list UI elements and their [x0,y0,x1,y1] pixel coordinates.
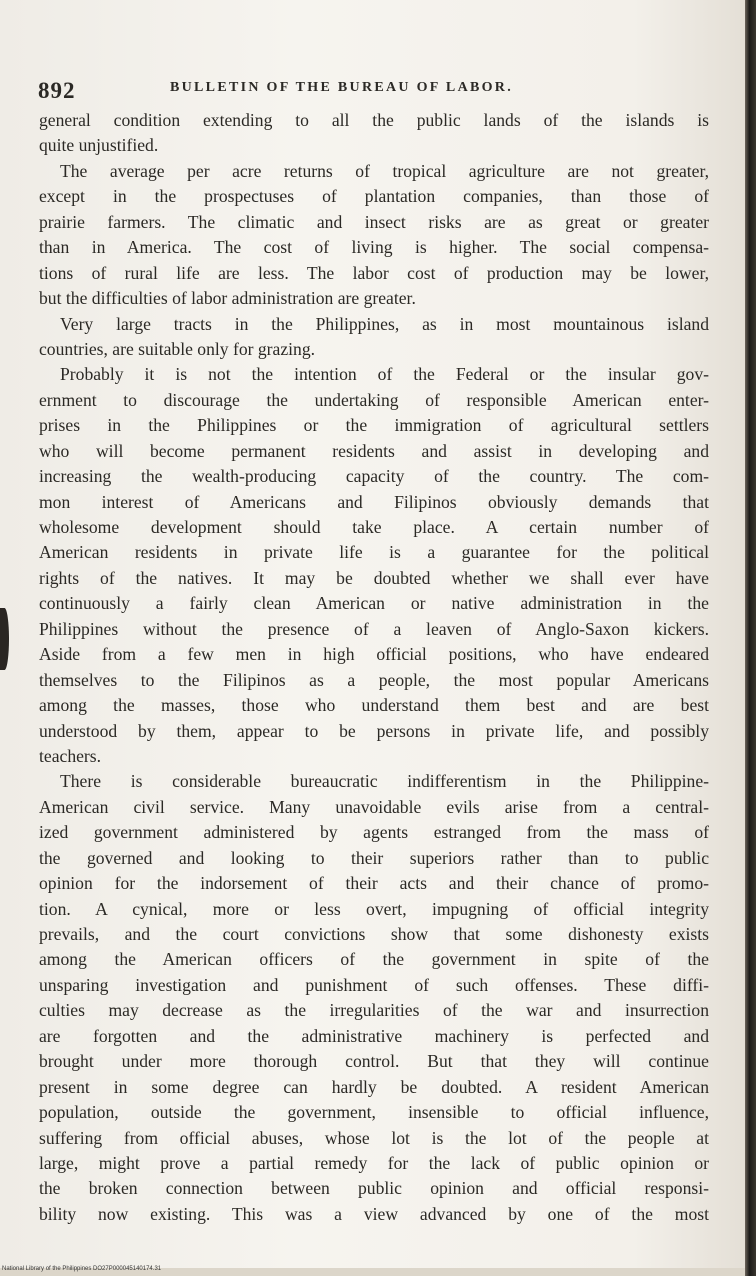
text-line: are forgotten and the administrative machinery is perfected and [39,1025,709,1046]
text-line: teachers. [39,745,102,766]
text-line: brought under more thorough control. But that they will continue [39,1051,709,1072]
text-line: mon interest of Americans and Filipinos obviously demands that [39,491,709,512]
text-line: American civil service. Many unavoidable evils arise from a central- [39,796,709,817]
text-line: rights of the natives. It may be doubted whether we shall ever have [39,567,709,588]
text-line: ernment to discourage the undertaking of responsible American enter- [39,389,709,410]
scan-edge-mark [0,608,9,670]
scan-footer: National Library of the Philippines DO27P000045140174.31 [2,1266,162,1272]
text-line: Very large tracts in the Philippines, as in most mountainous island [60,313,709,334]
text-line: increasing the wealth-producing capacity of the country. The com- [39,466,709,487]
text-line: prevails, and the court convictions show that some dishonesty exists [39,924,709,944]
text-line: but the difficulties of labor administration are greater. [39,288,416,309]
text-line: the broken connection between public opinion and official responsi- [39,1178,709,1199]
text-line: general condition extending to all the public lands of the islands is [39,110,709,130]
text-line: bility now existing. This was a view advanced by one of the most [39,1203,709,1224]
text-line: Philippines without the presence of a leaven of Anglo-Saxon kickers. [39,618,709,639]
text-line: large, might prove a partial remedy for the lack of public opinion or [39,1152,709,1173]
text-line: Probably it is not the intention of the Federal or the insular gov- [60,364,709,385]
text-line: quite unjustified. [39,135,159,156]
text-line: prises in the Philippines or the immigration of agricultural settlers [39,415,709,436]
text-line: continuously a fairly clean American or native administration in the [39,593,709,614]
text-line: suffering from official abuses, whose lot is the lot of the people at [39,1127,709,1148]
text-line: except in the prospectuses of plantation companies, than those of [39,186,709,207]
page-binding-edge [745,0,756,1276]
text-line: the governed and looking to their superiors rather than to public [39,847,709,868]
text-line: present in some degree can hardly be doubted. A resident American [39,1076,709,1097]
text-line: opinion for the indorsement of their acts and their chance of promo- [39,873,709,894]
text-line: The average per acre returns of tropical agriculture are not greater, [60,160,709,181]
page-number: 892 [38,78,76,103]
text-line: population, outside the government, insensible to official influence, [39,1102,709,1123]
text-line: among the American officers of the government in spite of the [39,949,709,970]
text-line: tion. A cynical, more or less overt, impugning of official integrity [39,898,709,919]
body-text [39,108,709,1227]
text-line: culties may decrease as the irregularities of the war and insurrection [39,1000,709,1021]
text-line: Aside from a few men in high official positions, who have endeared [39,644,709,665]
text-line: ized government administered by agents estranged from the mass of [39,822,709,843]
text-line: themselves to the Filipinos as a people, the most popular Americans [39,669,709,690]
text-line: countries, are suitable only for grazing. [39,338,316,359]
text-line: tions of rural life are less. The labor cost of production may be lower, [39,262,709,283]
text-line: prairie farmers. The climatic and insect risks are as great or greater [39,211,709,232]
page-header [38,74,698,104]
text-line: unsparing investigation and punishment of such offenses. These diffi- [39,974,709,995]
text-line: who will become permanent residents and assist in developing and [39,440,709,461]
text-line: than in America. The cost of living is higher. The social compensa- [39,237,709,258]
text-line: among the masses, those who understand them best and are best [39,695,709,716]
text-line: understood by them, appear to be persons in private life, and possibly [39,720,709,741]
running-head: BULLETIN OF THE BUREAU OF LABOR. [170,80,514,95]
text-line: There is considerable bureaucratic indifferentism in the Philippine- [60,771,709,792]
text-line: American residents in private life is a guarantee for the political [39,542,709,563]
text-line: wholesome development should take place. A certain number of [39,517,709,537]
